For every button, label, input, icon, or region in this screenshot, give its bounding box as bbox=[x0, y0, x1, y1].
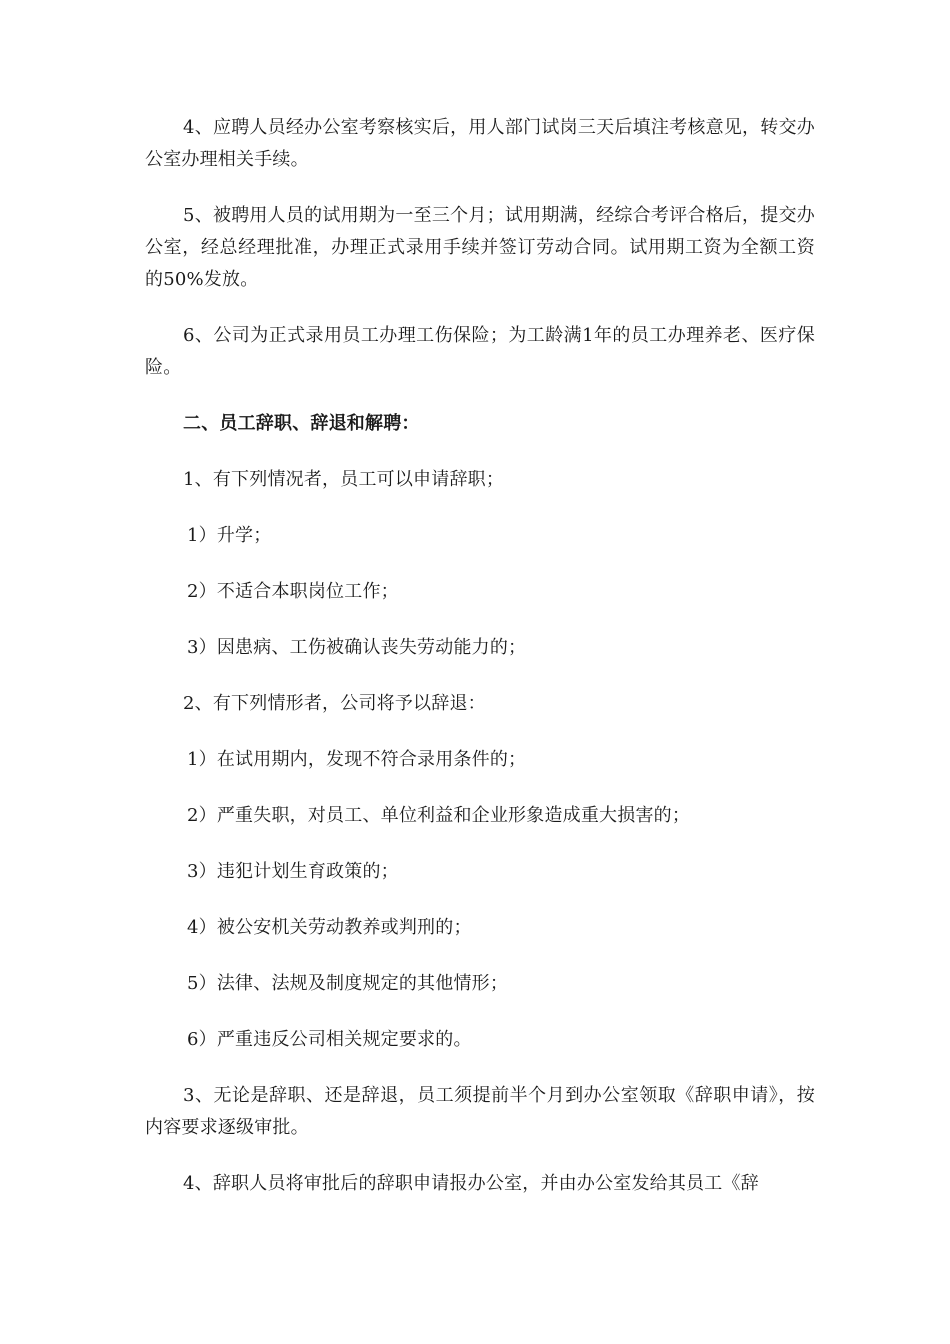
paragraph-4-applicant-review: 4、应聘人员经办公室考察核实后，用人部门试岗三天后填注考核意见，转交办公室办理相关手续。 bbox=[145, 117, 815, 170]
dismiss-item-3: 3）违犯计划生育政策的； bbox=[187, 861, 399, 882]
dismiss-item-6: 6）严重违反公司相关规定要求的。 bbox=[187, 1029, 472, 1050]
paragraph-6-insurance: 6、公司为正式录用员工办理工伤保险；为工龄满1年的员工办理养老、医疗保险。 bbox=[145, 325, 815, 378]
dismiss-item-1: 1）在试用期内，发现不符合录用条件的； bbox=[187, 749, 527, 770]
dismiss-item-2: 2）严重失职，对员工、单位利益和企业形象造成重大损害的； bbox=[187, 805, 691, 826]
resign-item-3: 3）因患病、工伤被确认丧失劳动能力的； bbox=[187, 637, 527, 658]
paragraph-5-probation: 5、被聘用人员的试用期为一至三个月；试用期满，经综合考评合格后，提交办公室，经总经理批准，办理正式录用手续并签订劳动合同。试用期工资为全额工资的50%发放。 bbox=[145, 205, 815, 290]
paragraph-4-resignation-submission: 4、辞职人员将审批后的辞职申请报办公室，并由办公室发给其员工《辞 bbox=[183, 1173, 759, 1194]
resign-item-2: 2）不适合本职岗位工作； bbox=[187, 581, 399, 602]
resign-item-1: 1）升学； bbox=[187, 525, 272, 546]
dismiss-item-4: 4）被公安机关劳动教养或判刑的； bbox=[187, 917, 472, 938]
section-heading-resignation: 二、员工辞职、辞退和解聘： bbox=[183, 413, 420, 434]
paragraph-1-resignation-cases: 1、有下列情况者，员工可以申请辞职； bbox=[183, 469, 505, 490]
dismiss-item-5: 5）法律、法规及制度规定的其他情形； bbox=[187, 973, 509, 994]
document-body bbox=[145, 112, 815, 1224]
paragraph-3-resignation-application: 3、无论是辞职、还是辞退，员工须提前半个月到办公室领取《辞职申请》，按内容要求逐级审批。 bbox=[145, 1085, 815, 1138]
paragraph-2-dismissal-cases: 2、有下列情形者，公司将予以辞退： bbox=[183, 693, 486, 714]
